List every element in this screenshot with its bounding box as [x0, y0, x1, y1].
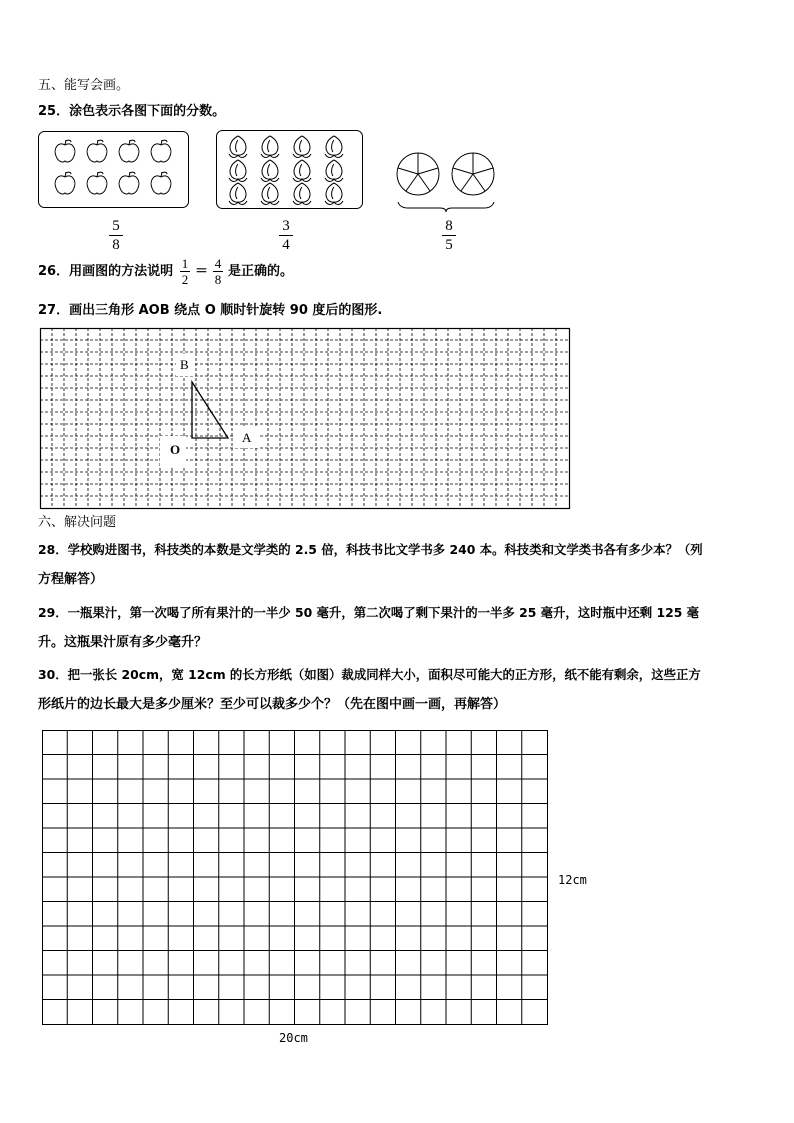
- inline-fraction-2: [211, 257, 225, 286]
- section-6-title: 六、解决问题: [38, 515, 117, 530]
- rectangle-paper-grid: [42, 730, 548, 1025]
- fraction-circles: [439, 218, 459, 253]
- fraction-denominator: 2: [181, 272, 189, 287]
- fraction-apples: [106, 218, 126, 253]
- triangle-aob: [192, 382, 228, 438]
- rotation-dashed-grid: [40, 328, 570, 509]
- peach-icon: [229, 183, 247, 205]
- question-26-suffix: 是正确的。: [228, 264, 294, 279]
- apple-box-figure: [38, 131, 190, 209]
- fraction-numerator: 5: [112, 218, 120, 234]
- peach-box-figure: [216, 130, 364, 210]
- apple-icon: [119, 172, 139, 194]
- fraction-denominator: 4: [282, 237, 290, 253]
- apple-icon: [55, 140, 75, 162]
- apple-icon: [151, 140, 171, 162]
- peach-icon: [261, 160, 279, 182]
- peach-icon: [229, 136, 247, 158]
- height-label: 12cm: [558, 873, 587, 887]
- question-29-line-1: 29．一瓶果汁，第一次喝了所有果汁的一半少 50 毫升，第二次喝了剩下果汁的一半多 25 毫升，这时瓶中还剩 125 毫: [38, 605, 700, 620]
- question-30-line-2: 形纸片的边长最大是多少厘米？至少可以裁多少个？（先在图中画一画，再解答）: [38, 697, 507, 712]
- section-5-title: 五、能写会画。: [38, 78, 130, 93]
- question-25-text: 25．涂色表示各图下面的分数。: [38, 104, 226, 119]
- peach-icon: [325, 160, 343, 182]
- fraction-numerator: 4: [214, 256, 222, 271]
- apple-icon: [55, 172, 75, 194]
- apple-icon: [151, 172, 171, 194]
- apple-icon: [87, 140, 107, 162]
- peach-icon: [261, 136, 279, 158]
- question-29-line-2: 升。这瓶果汁原有多少毫升？: [38, 635, 208, 650]
- fraction-peaches: [276, 218, 296, 253]
- inline-fraction-1: [178, 257, 192, 286]
- equals-sign: ＝: [195, 264, 209, 279]
- peach-icon: [293, 183, 311, 205]
- point-b-label: B: [180, 357, 189, 372]
- question-28-line-1: 28．学校购进图书，科技类的本数是文学类的 2.5 倍，科技书比文学书多 240 本。科技类和文学类书各有多少本？（列: [38, 542, 703, 557]
- fraction-denominator: 5: [445, 237, 453, 253]
- question-28-line-2: 方程解答）: [38, 572, 104, 587]
- peach-icon: [261, 183, 279, 205]
- question-26-prefix: 26．用画图的方法说明: [38, 264, 174, 279]
- under-brace: [398, 202, 494, 212]
- pie-circle-left: [397, 153, 439, 195]
- apple-icon: [119, 140, 139, 162]
- point-o-label: O: [170, 442, 181, 457]
- peach-icon: [325, 183, 343, 205]
- peach-icon: [229, 160, 247, 182]
- question-27-text: 27．画出三角形 AOB 绕点 O 顺时针旋转 90 度后的图形.: [38, 303, 383, 318]
- peach-icon: [293, 136, 311, 158]
- pie-circle-right: [452, 153, 494, 195]
- apple-icon: [87, 172, 107, 194]
- pie-circles-figure: [394, 148, 498, 214]
- apple-icons: [55, 140, 171, 194]
- fraction-denominator: 8: [214, 272, 222, 287]
- fraction-numerator: 3: [282, 218, 290, 234]
- width-label: 20cm: [279, 1031, 308, 1045]
- fraction-numerator: 8: [445, 218, 453, 234]
- peach-icon: [293, 160, 311, 182]
- point-a-label: A: [242, 430, 252, 445]
- question-30-line-1: 30．把一张长 20cm，宽 12cm 的长方形纸（如图）裁成同样大小，面积尽可能大的正方形，纸不能有剩余，这些正方: [38, 667, 701, 682]
- fraction-numerator: 1: [181, 256, 189, 271]
- peach-icon: [325, 136, 343, 158]
- fraction-denominator: 8: [112, 237, 120, 253]
